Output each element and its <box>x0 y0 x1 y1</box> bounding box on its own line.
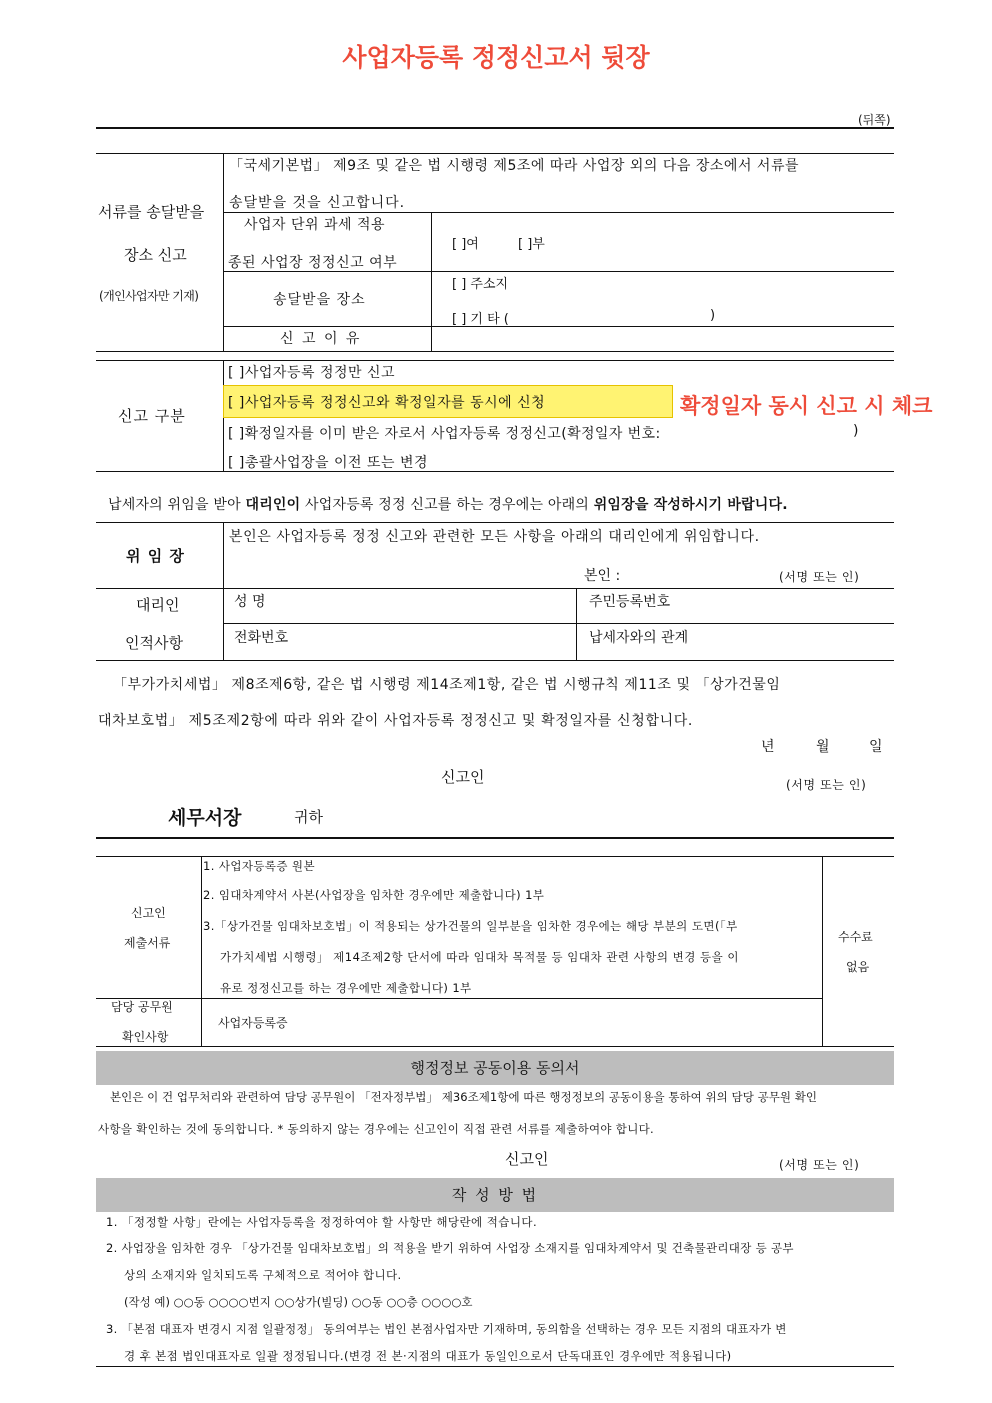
category-opt-2[interactable]: [ ]사업자등록 정정신고와 확정일자를 동시에 신청 <box>228 395 546 411</box>
law-line-2: 대차보호법」 제5조제2항에 따라 위와 같이 사업자등록 정정신고 및 확정일자를 신청합니다. <box>98 713 694 729</box>
place-label-3: (개인사업자만 기재) <box>99 289 199 303</box>
bottom-rule <box>96 1366 894 1367</box>
page-title: 사업자등록 정정신고서 뒷장 <box>342 43 650 72</box>
unit-label-2: 종된 사업장 정정신고 여부 <box>228 255 398 271</box>
place-label-2: 장소 신고 <box>124 246 187 264</box>
unit-no-checkbox[interactable]: [ ]부 <box>518 237 545 252</box>
agent-name-label: 성 명 <box>234 594 266 610</box>
docs-item-1: 1. 사업자등록증 원본 <box>203 859 315 873</box>
delegation-self: 본인 : <box>584 568 621 584</box>
agent-label-2: 인적사항 <box>125 634 183 652</box>
unit-yes-checkbox[interactable]: [ ]여 <box>452 237 479 252</box>
category-opt-4[interactable]: [ ]총괄사업장을 이전 또는 변경 <box>228 455 429 471</box>
method-line-1: 1. 「정정할 사항」란에는 사업자등록을 정정하여야 할 사항만 해당란에 적습니다. <box>106 1215 538 1229</box>
delegation-sign: (서명 또는 인) <box>779 570 860 584</box>
docs-item-2: 2. 임대차계약서 사본(사업장을 임차한 경우에만 제출합니다) 1부 <box>203 888 545 902</box>
delegation-text: 본인은 사업자등록 정정 신고와 관련한 모든 사항을 아래의 대리인에게 위임합니다. <box>229 529 760 545</box>
sec1-vline <box>223 153 224 351</box>
official-item: 사업자등록증 <box>218 1016 288 1030</box>
method-line-3b: 경 후 본점 법인대표자로 일괄 정정됩니다.(변경 전 본·지점의 대표가 동일인으로서 단독대표인 경우에만 적용됩니다) <box>124 1349 732 1363</box>
category-opt-3[interactable]: [ ]확정일자를 이미 받은 자로서 사업자등록 정정신고(확정일자 번호: <box>228 426 661 442</box>
to-label: 귀하 <box>294 808 323 826</box>
top-rule <box>96 127 894 129</box>
consent-applicant: 신고인 <box>505 1150 549 1168</box>
category-opt-1[interactable]: [ ]사업자등록 정정만 신고 <box>228 365 396 381</box>
addr-checkbox[interactable]: [ ] 주소지 <box>452 277 509 292</box>
reason-label: 신 고 이 유 <box>280 331 362 347</box>
back-side-label: (뒤쪽) <box>858 113 891 127</box>
other-checkbox[interactable]: [ ] 기 타 ( <box>452 312 509 327</box>
agent-phone-label: 전화번호 <box>234 630 289 646</box>
docs-item-3b: 가가치세법 시행령」 제14조제2항 단서에 따라 임대차 목적물 등 임대차 관련 사항의 변경 등을 이 <box>220 950 740 964</box>
place-intro-2: 송달받을 것을 신고합니다. <box>229 195 406 211</box>
fee-value: 없음 <box>846 960 870 974</box>
date-month: 월 <box>816 739 830 755</box>
agent-label-1: 대리인 <box>136 596 180 614</box>
consent-line-2: 사항을 확인하는 것에 동의합니다. * 동의하지 않는 경우에는 신고인이 직접 관련 서류를 제출하여야 합니다. <box>98 1122 654 1136</box>
delegation-notice: 납세자의 위임을 받아 대리인이 사업자등록 정정 신고를 하는 경우에는 아래의 위임장을 작성하시기 바랍니다. <box>108 497 788 513</box>
place-intro-1: 「국세기본법」 제9조 및 같은 법 시행령 제5조에 따라 사업장 외의 다음 장소에서 서류를 <box>229 158 800 174</box>
fee-label: 수수료 <box>838 930 873 944</box>
sec1-top <box>96 153 894 154</box>
tax-office-label: 세무서장 <box>168 807 242 829</box>
other-close: ) <box>710 308 716 323</box>
recv-label: 송달받을 장소 <box>273 292 366 308</box>
annotation-note: 확정일자 동시 신고 시 체크 <box>680 394 933 418</box>
unit-label-1: 사업자 단위 과세 적용 <box>244 217 386 233</box>
date-year: 년 <box>761 739 775 755</box>
agent-relation-label: 납세자와의 관계 <box>589 630 689 646</box>
method-line-2c: (작성 예) ○○동 ○○○○번지 ○○상가(빌딩) ○○동 ○○층 ○○○○호 <box>124 1295 473 1309</box>
place-label-1: 서류를 송달받을 <box>98 203 205 221</box>
docs-item-3a: 3.「상가건물 임대차보호법」이 적용되는 상가건물의 일부분을 임차한 경우에는 해당 부분의 도면(「부 <box>203 919 738 933</box>
official-label-1: 담당 공무원 <box>111 1000 173 1014</box>
method-line-3a: 3. 「본점 대표자 변경시 지점 일괄정정」 동의여부는 법인 본점사업자만 기재하며, 동의함을 선택하는 경우 모든 지점의 대표자가 변 <box>106 1322 787 1336</box>
date-day: 일 <box>869 739 883 755</box>
docs-label-1: 신고인 <box>131 906 166 920</box>
consent-line-1: 본인은 이 건 업무처리와 관련하여 담당 공무원이 「전자정부법」 제36조제1항에 따른 행정정보의 공동이용을 통하여 위의 담당 공무원 확인 <box>110 1090 818 1104</box>
agent-rrn-label: 주민등록번호 <box>589 594 671 610</box>
consent-title: 행정정보 공동이용 동의서 <box>96 1051 894 1085</box>
method-title: 작 성 방 법 <box>96 1178 894 1212</box>
applicant-sign: (서명 또는 인) <box>786 778 867 792</box>
method-line-2a: 2. 사업장을 임차한 경우 「상가건물 임대차보호법」의 적용을 받기 위하여 사업장 소재지를 임대차계약서 및 건축물관리대장 등 공부 <box>106 1241 794 1255</box>
consent-sign: (서명 또는 인) <box>779 1158 860 1172</box>
delegation-label: 위 임 장 <box>126 547 185 565</box>
category-label: 신고 구분 <box>118 407 186 425</box>
law-line-1: 「부가가치세법」 제8조제6항, 같은 법 시행령 제14조제1항, 같은 법 시행규칙 제11조 및 「상가건물임 <box>113 677 781 693</box>
official-label-2: 확인사항 <box>122 1030 169 1044</box>
category-opt-3-close: ) <box>853 423 859 439</box>
docs-item-3c: 유로 정정신고를 하는 경우에만 제출합니다) 1부 <box>220 981 472 995</box>
docs-label-2: 제출서류 <box>124 936 171 950</box>
applicant-label: 신고인 <box>441 768 485 786</box>
method-line-2b: 상의 소재지와 일치되도록 구체적으로 적어야 합니다. <box>124 1268 402 1282</box>
